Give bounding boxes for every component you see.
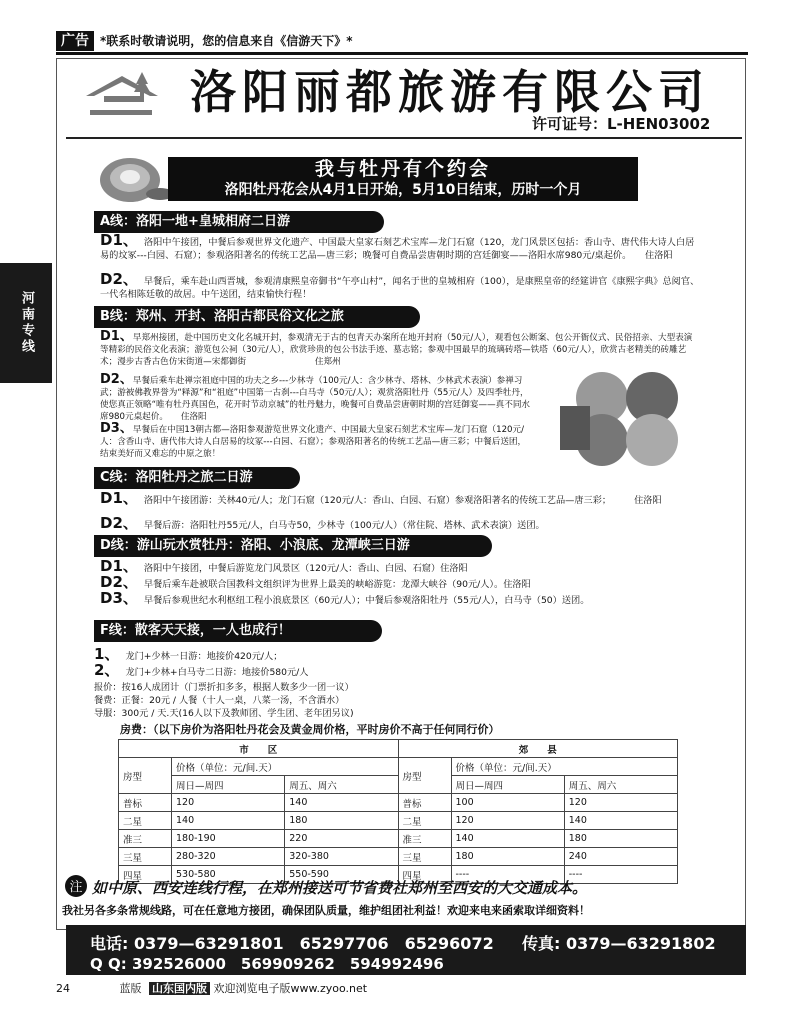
header-weekend: 周五、周六 [564,776,677,794]
header-weekday: 周日—周四 [451,776,564,794]
table-row [119,848,678,866]
cell-price: 180 [451,848,564,866]
day-text: 早餐后，乘车赴山西晋城，参观清康熙皇帝御书“午亭山村”，闻名于世的皇城相府（100），是康熙皇帝的经筵讲官《康熙字典》总阅官、一代名相陈廷敬的故居。中午送团，结束愉快行程！ [100,276,700,300]
scenic-photo-collage-icon [540,368,710,468]
company-name: 洛阳丽都旅游有限公司 [190,65,710,119]
day-number: D1、 [100,489,138,507]
page-number: 24 [56,982,70,995]
page-footer [56,980,367,996]
company-logo-icon [82,70,162,118]
cell-price: 120 [172,794,285,812]
fax-row [522,931,716,954]
day-text: 洛阳中午接团，中餐后参观世界文化遗产、中国最大皇家石刻艺术宝库—龙门石窟（120，龙门风景区包括：香山寺、唐代伟大诗人白居易的坟冢---白园、石窟）；参观洛阳著名的传统工艺品—唐三彩；晚餐可自费品尝唐朝时期的宫廷御宴——洛阳水席980元/桌起价。 住洛阳 [100,237,695,261]
cell-price: 220 [285,830,398,848]
day-text: 早餐后游：洛阳牡丹55元/人，白马寺50，少林寺（100元/人）（常住院、塔林、武术表演）送团。 [143,520,545,531]
promo-title: 我与牡丹有个约会 [314,158,491,180]
cell-price: 280-320 [172,848,285,866]
cell-price: 140 [172,812,285,830]
cell-type: 准三 [398,830,451,848]
cell-price: 320-380 [285,848,398,866]
svg-text:注: 注 [69,880,83,895]
cell-type: 准三 [119,830,172,848]
side-tab-henan: 河南专线 [0,263,52,383]
cell-type: 四星 [398,866,451,884]
line-b-day1 [100,331,700,368]
cell-type: 三星 [119,848,172,866]
item-number: 2、 [94,661,120,679]
cell-price: ---- [451,866,564,884]
qq-row [90,953,444,974]
peony-flower-icon [90,148,180,208]
cell-price: 240 [564,848,677,866]
line-c-day2 [100,514,700,532]
line-b-day2 [100,374,532,423]
cell-type: 二星 [398,812,451,830]
header-suburb: 郊 县 [398,740,678,758]
table-row [119,794,678,812]
cell-type: 三星 [398,848,451,866]
promo-subtitle: 洛阳牡丹花会从4月1日开始，5月10日结束，历时一个月 [224,182,582,198]
header-room-type: 房型 [119,758,172,794]
cell-price: 180-190 [172,830,285,848]
cell-price: 530-580 [172,866,285,884]
table-row [119,812,678,830]
line-c-day1 [100,489,700,507]
line-f-item2 [94,661,309,679]
edition-label: 蓝版 [119,982,142,995]
cell-price: 120 [564,794,677,812]
line-b-header: B线：郑州、开封、洛阳古都民俗文化之旅 [94,306,420,328]
line-a-day2 [100,270,700,301]
day-number: D2、 [100,372,133,387]
item-text: 龙门+少林一日游：地接价420元/人； [125,651,283,662]
cell-type: 普标 [398,794,451,812]
line-c-header: C线：洛阳牡丹之旅二日游 [94,467,300,489]
day-text: 洛阳中午接团游：关林40元/人；龙门石窟（120元/人：香山、白园、石窟）参观洛阳著名的传统工艺品—唐三彩； 住洛阳 [143,495,662,506]
phone-row [90,931,494,954]
day-number: D3、 [100,421,133,436]
cell-price: 140 [285,794,398,812]
cell-price: 120 [451,812,564,830]
hotel-caption: 房费：（以下房价为洛阳牡丹花会及黄金周价格，平时房价不高于任何同行价） [120,723,500,736]
top-rule [56,52,748,55]
line-b-day3 [100,423,532,460]
table-row [119,830,678,848]
promo-banner [168,157,638,201]
day-text: 早餐后乘车赴被联合国教科文组织评为世界上最美的峡峪游览：龙潭大峡谷（90元/人）。住洛阳 [143,579,531,590]
line-d-day1 [100,557,700,575]
hotel-price-table [118,739,678,884]
cell-price: 180 [285,812,398,830]
header-rule [66,137,742,139]
qq-numbers: 392526000 569909262 594992496 [131,955,444,973]
day-text: 早餐后参观世纪水利枢纽工程小浪底景区（60元/人）；中餐后参观洛阳牡丹（55元/人），白马寺（50）送团。 [143,595,590,606]
header-room-type: 房型 [398,758,451,794]
header-price-unit: 价格（单位：元/间.天） [451,758,678,776]
header-city: 市 区 [119,740,399,758]
ad-label: 广告 [56,31,94,51]
day-number: D2、 [100,270,138,288]
day-text: 早餐后在中国13朝古都—洛阳参观游览世界文化遗产、中国最大皇家石刻艺术宝库—龙门石窟（120元/人：含香山寺、唐代伟大诗人白居易的坟冢---白园、石窟）；参观洛阳著名的传统工艺品—唐三彩；中餐后送团，结束美好而又难忘的中原之旅！ [100,425,527,459]
cell-price: 550-590 [285,866,398,884]
day-number: D1、 [100,329,133,344]
line-d-day3 [100,589,700,607]
cell-price: 140 [451,830,564,848]
note-badge-icon [64,874,88,898]
phone-numbers: 0379—63291801 65297706 65296072 [133,934,494,953]
fax-label: 传真: [522,934,561,953]
day-number: D3、 [100,589,138,607]
cell-price: 140 [564,812,677,830]
fax-number: 0379—63291802 [565,934,716,953]
day-number: D1、 [100,231,138,249]
line-d-header: D线：游山玩水赏牡丹：洛阳、小浪底、龙潭峡三日游 [94,535,492,557]
day-text: 早郑州接团，赴中国历史文化名城开封，参观清无于古的包青天办案所在地开封府（50元/人），观看包公断案、包公开衙仪式、民俗招亲、大型表演等精彩的民俗文化表演；游览包公祠（30元/人），欣赏珍贵的包公书法手迹、墓志铭；参观中国最早的琉璃砖塔—铁塔（60元/人），欣赏古老精美的砖雕艺术；漫步古香古色仿宋街道—宋都御街 住郑州 [100,333,693,367]
guide-fee: 导服：300元 / 天.天(16人以下及教师团、学生团、老年团另议) [94,708,354,719]
day-text: 早餐后乘车赴禅宗祖庭中国的功夫之乡---少林寺（100元/人：含少林寺、塔林、少林武术表演）参禅习武；游被佛教界誉为“释源”和“祖庭”中国第一古刹---白马寺（50元/人）；观赏洛阳牡丹（55元/人）及四季牡丹，使您真正领略“唯有牡丹真国色，花开时节动京城”的牡丹魅力，晚餐可自费品尝唐朝时期的宫廷御宴——真不同水席980元桌起价。 住洛阳 [100,376,531,422]
line-f-item1 [94,645,283,663]
cell-type: 四星 [119,866,172,884]
site-link[interactable]: 欢迎浏览电子版www.zyoo.net [213,982,368,995]
contact-bar [66,925,746,975]
section-label: 山东国内版 [149,982,210,995]
connection-note: 如中原、西安连线行程，在郑州接送可节省费社郑州至西安的大交通成本。 [92,879,588,897]
item-number: 1、 [94,645,120,663]
line-a-day1 [100,231,700,262]
service-note: 我社另各多条常规线路，可在任意地方接团，确保团队质量，维护组团社利益！欢迎来电来函索取详细资料！ [62,904,590,917]
meal-fee: 餐费：正餐：20元 / 人餐（十人一桌，八菜一汤，不含酒水） [94,695,345,706]
cell-price: 100 [451,794,564,812]
source-notice: *联系时敬请说明，您的信息来自《信游天下》* [100,34,353,48]
qq-label: Q Q: [90,955,127,973]
line-d-day2 [100,573,700,591]
header-weekday: 周日—周四 [172,776,285,794]
day-number: D2、 [100,514,138,532]
cell-price: ---- [564,866,677,884]
line-f-header: F线：散客天天接，一人也成行！ [94,620,382,642]
cell-type: 二星 [119,812,172,830]
header-price-unit: 价格（单位：元/间.天） [172,758,399,776]
item-text: 龙门+少林+白马寺二日游：地接价580元/人 [125,667,309,678]
day-number: D1、 [100,557,138,575]
line-a-header: A线：洛阳一地+皇城相府二日游 [94,211,384,233]
cell-type: 普标 [119,794,172,812]
cell-price: 180 [564,830,677,848]
license-number: 许可证号：L-HEN03002 [532,115,711,133]
day-number: D2、 [100,573,138,591]
header-weekend: 周五、周六 [285,776,398,794]
price-quote: 报价：按16人成团计（门票折扣多多，根据人数多少一团一议） [94,682,354,693]
day-text: 洛阳中午接团，中餐后游览龙门风景区（120元/人：香山、白园、石窟）住洛阳 [143,563,468,574]
phone-label: 电话: [90,934,129,953]
